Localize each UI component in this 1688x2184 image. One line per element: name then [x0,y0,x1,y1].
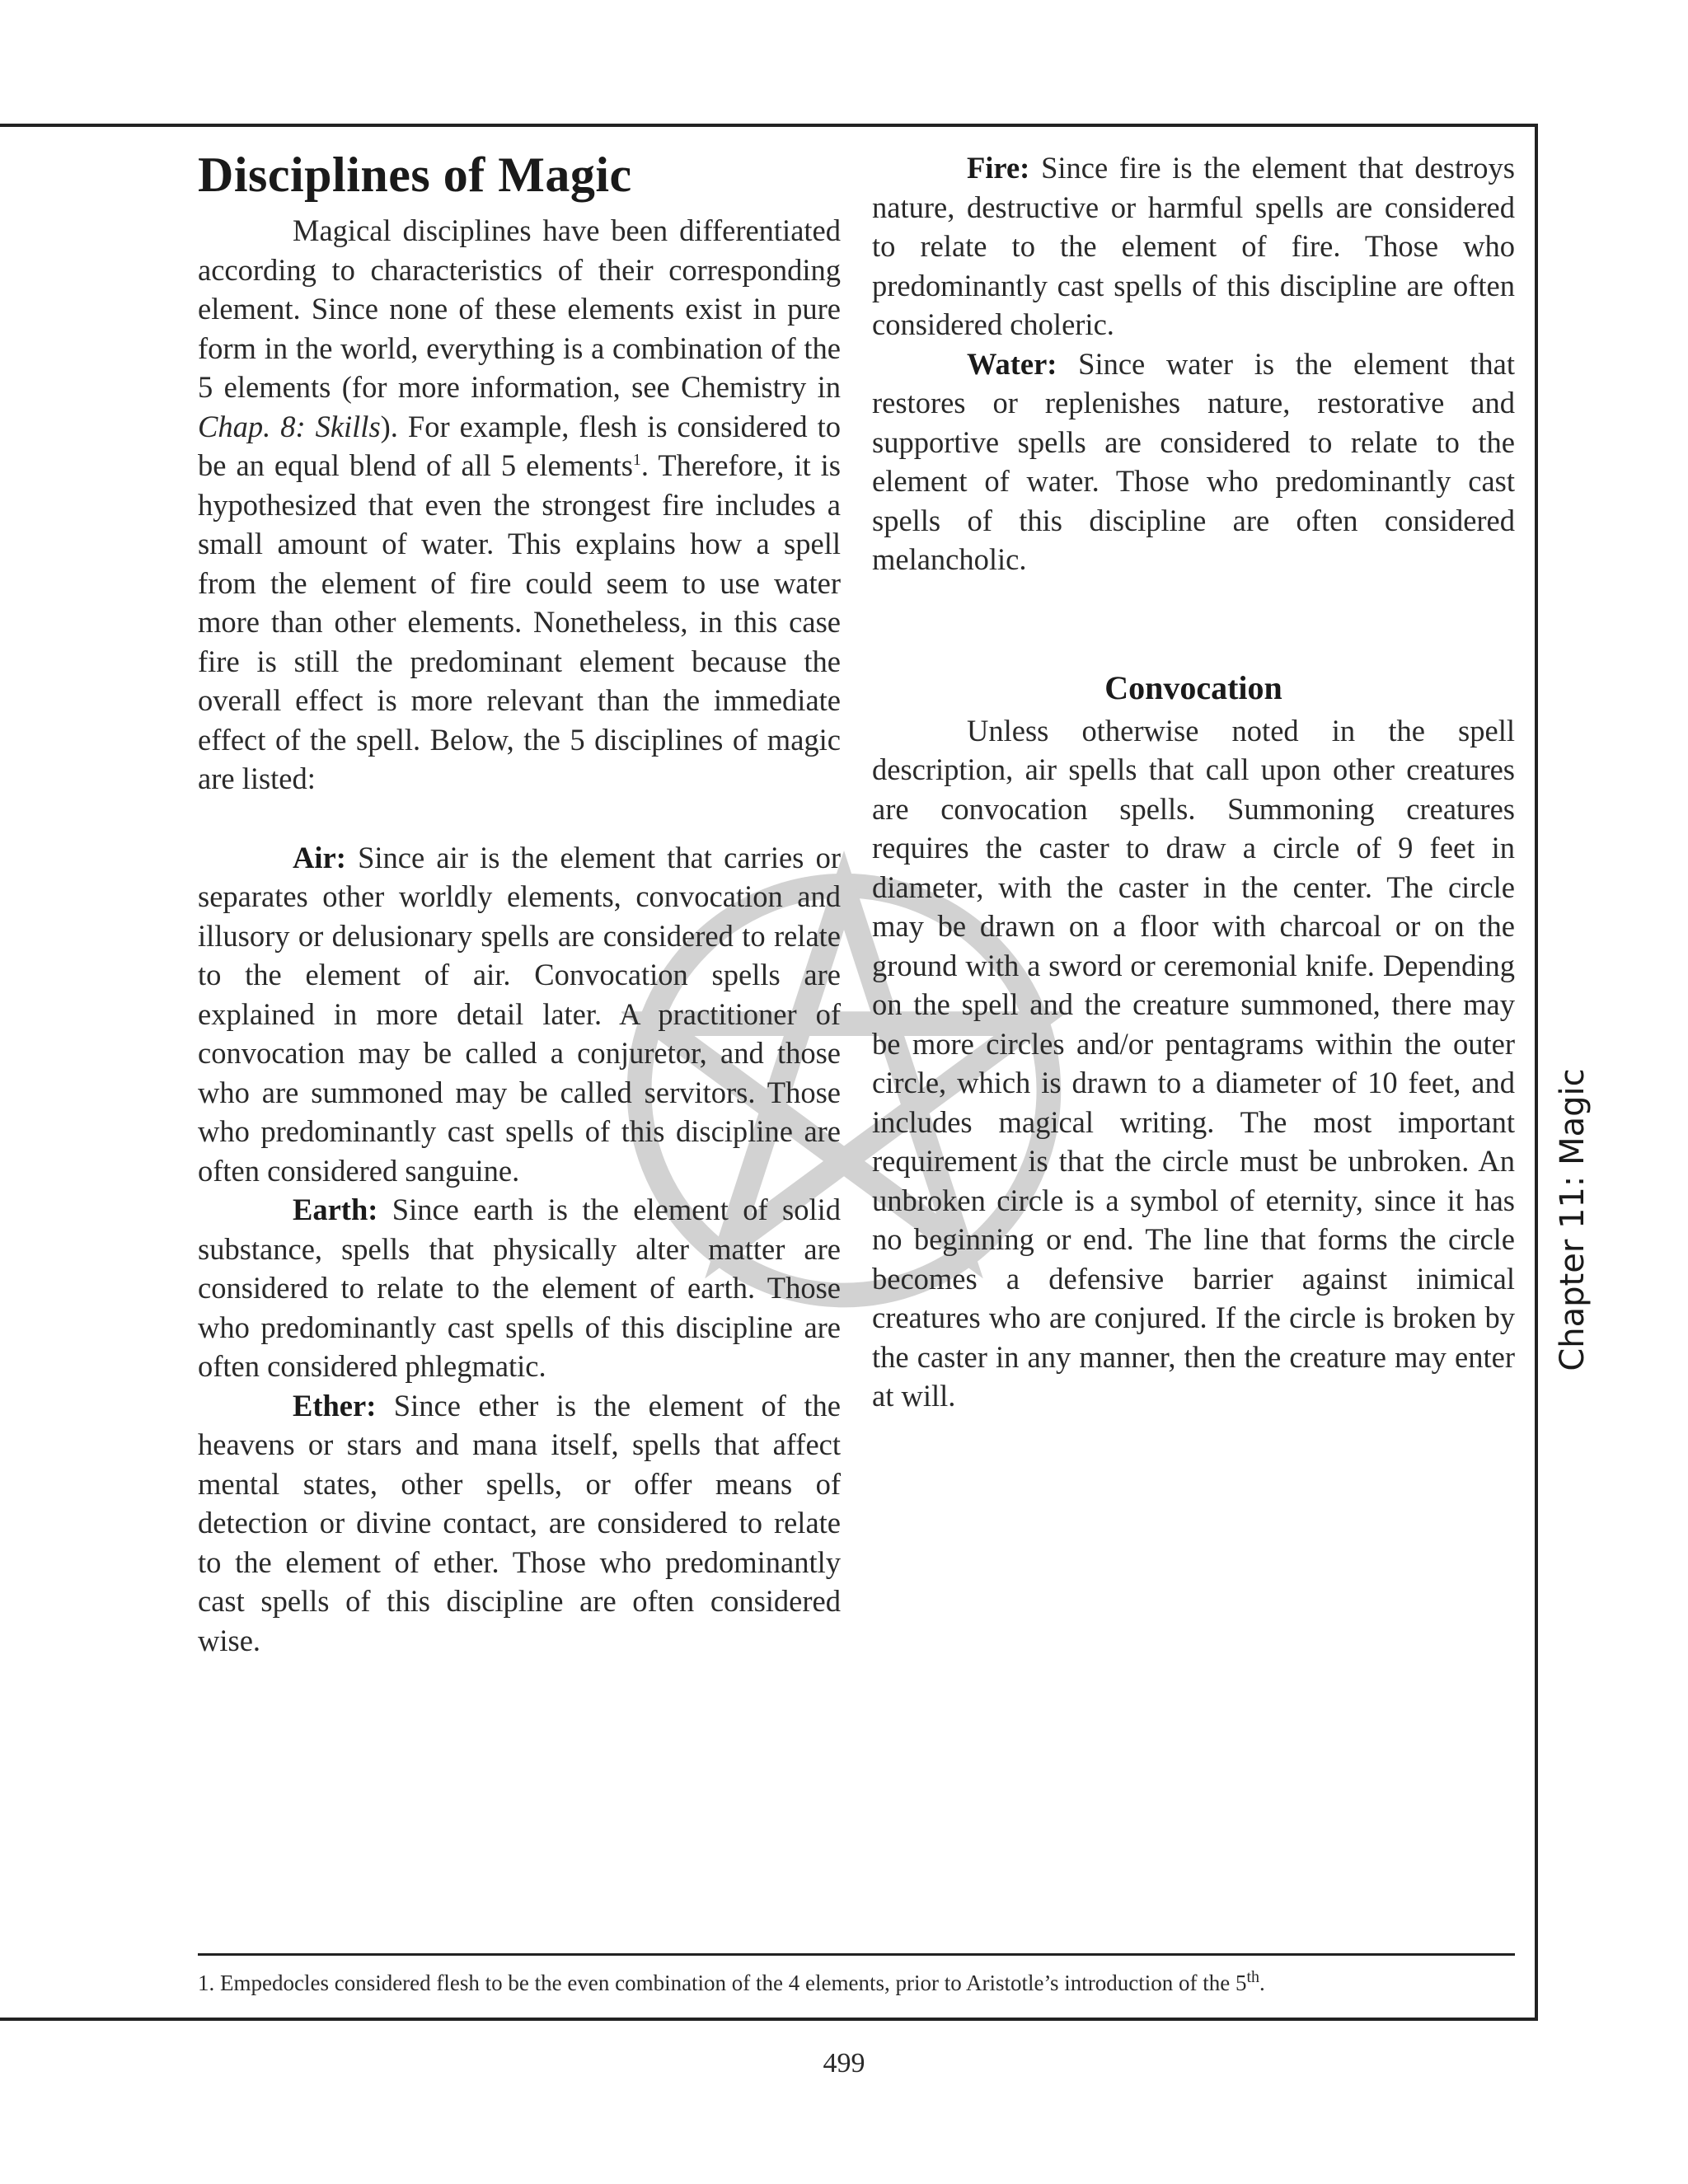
discipline-text: Since ether is the element of the heavens or stars and mana itself, spells that affect mental states, other spells, or offer means of detection or divine contact, are considered to relate to the element of ether. Those who predominantly cast spells of this discipline are often considered wise. [198,1388,841,1657]
footnote-superscript: th [1246,1968,1260,1986]
discipline-water [872,344,1515,579]
discipline-air [198,838,841,1191]
right-column [872,148,1515,1416]
discipline-text: Since air is the element that carries or separates other worldly elements, convocation and illusory or delusionary spells are considered to relate to the element of air. Convocation spells are explained in more detail later. A practitioner of convocation may be called a conjuretor, and those who are summoned may be called servitors. Those who predominantly cast spells of this discipline are often considered sanguine. [198,840,841,1188]
convocation-paragraph: Unless otherwise noted in the spell description, air spells that call upon other creatures are convocation spells. Summoning creatures requires the caster to draw a circle of 9 feet in diameter, with the caster in the center. The circle may be drawn on a floor with charcoal or on the ground with a sword or ceremonial knife. Depending on the spell and the creature summoned, there may be more circles and/or pentagrams within the outer circle, which is drawn to a diameter of 10 feet, and includes magical writing. The most important requirement is that the circle must be unbroken. An unbroken circle is a symbol of eternity, since it has no beginning or end. The line that forms the circle becomes a defensive barrier against inimical creatures who are conjured. If the circle is broken by the caster in any manner, then the creature may enter at will. [872,713,1515,1413]
footnote-number: 1. [198,1971,215,1995]
page-number: 499 [823,2048,865,2079]
footnote-text: Empedocles considered flesh to be the even combination of the 4 elements, prior to Aristotle’s introduction of the 5 [214,1971,1247,1995]
convocation-heading: Convocation [1104,668,1282,706]
discipline-term: Water: [967,346,1057,381]
footnote-divider [198,1953,1515,1956]
discipline-term: Air: [293,840,346,874]
section-gap [872,579,1515,668]
discipline-term: Ether: [293,1388,377,1422]
discipline-term: Earth: [293,1193,378,1226]
discipline-term: Fire: [967,151,1030,185]
footnote-mark: 1 [632,450,641,469]
discipline-fire [872,148,1515,344]
left-column [198,148,841,1660]
discipline-text: Since earth is the element of solid substance, spells that physically alter matter are considered to relate to the element of earth. Those who predominantly cast spells of this discipline are often considered phlegmatic. [198,1193,841,1383]
intro-text-2: ). For example, flesh is considered to be an equal blend of all 5 elements [198,409,842,482]
footnote-end: . [1259,1971,1265,1995]
footnote [198,1968,1517,1998]
chapter-reference: Chap. 8: Skills [198,409,381,443]
discipline-text: Since water is the element that restores or replenishes nature, restorative and supportive spells are considered to relate to the element of water. Those who predominantly cast spells of this discipline are often considered melancholic. [872,346,1515,576]
intro-text-3: . Therefore, it is hypothesized that even the strongest fire includes a small amount of water. This explains how a spell from the element of fire could seem to use water more than other elements. Nonetheless, in this case fire is still the predominant element because the overall effect is more relevant than the immediate effect of the spell. Below, the 5 disciplines of magic are listed: [198,448,841,795]
paragraph-gap [198,799,841,838]
discipline-earth [198,1190,841,1386]
intro-text-1: Magical disciplines have been differentiated according to characteristics of their corresponding element. Since none of these elements exist in pure form in the world, everything is a combination of the 5 elements (for more information, see Chemistry in [198,213,841,404]
chapter-side-label: Chapter 11: Magic [1554,1068,1592,1371]
discipline-ether [198,1386,841,1661]
intro-paragraph [198,211,841,799]
discipline-text: Since fire is the element that destroys nature, destructive or harmful spells are considered to relate to the element of fire. Those who predominantly cast spells of this discipline are often considered choleric. [872,151,1515,341]
page-heading: Disciplines of Magic [198,148,632,202]
